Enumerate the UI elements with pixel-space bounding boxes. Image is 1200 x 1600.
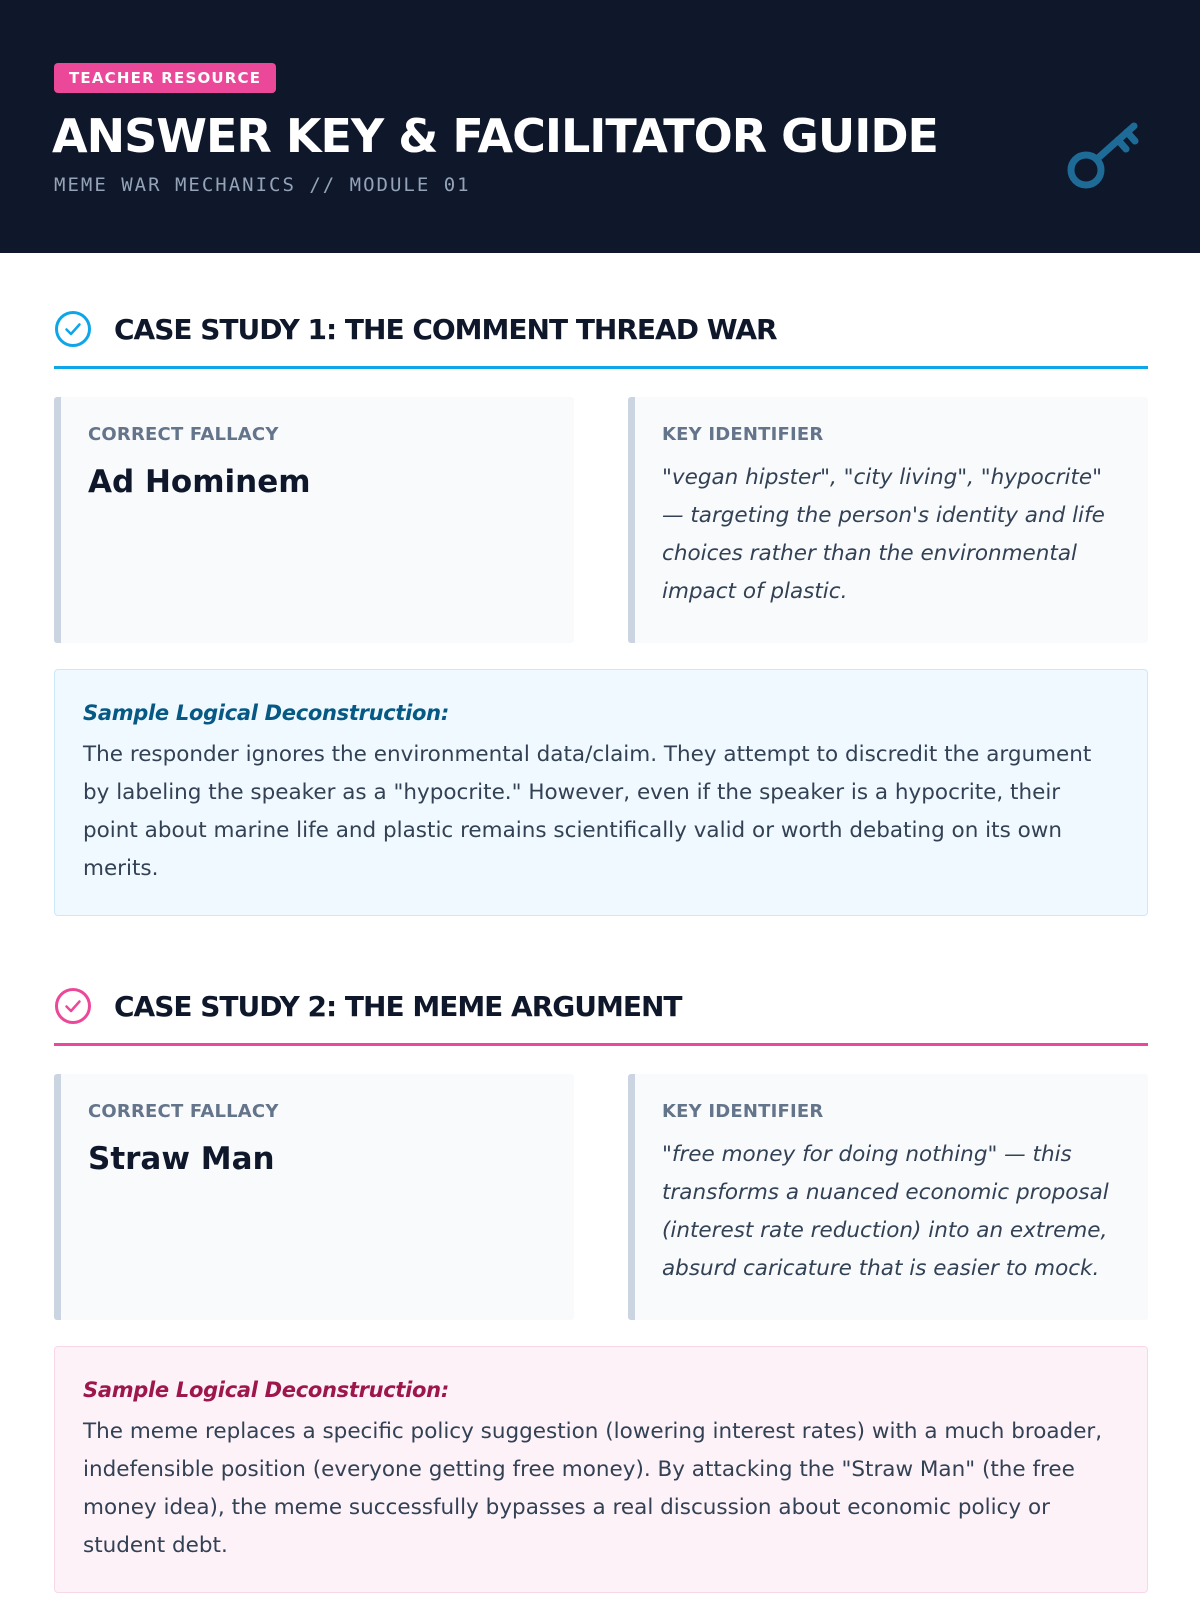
case-study-2-header — [54, 987, 1148, 1029]
case-study-2-fallacy-card — [54, 1074, 574, 1320]
key-identifier-text: "free money for doing nothing" — this transforms a nuanced economic proposal (interest rate reduction) into an extreme, absurd caricature that is easier to mock. — [662, 1142, 1109, 1281]
deconstruction-text: The meme replaces a specific policy suggestion (lowering interest rates) with a much broader, indefensible position (everyone getting free money). By attacking the "Straw Man" (the free money idea), the meme successfully bypasses a real discussion about economic policy or student debt. — [83, 1419, 1103, 1558]
case-study-2-identifier-card — [628, 1074, 1148, 1320]
key-identifier-text: "vegan hipster", "city living", "hypocrite" — targeting the person's identity and life choices rather than the environmental impact of plastic. — [662, 465, 1105, 604]
case-study-1-deconstruction — [54, 669, 1148, 916]
page-subtitle: MEME WAR MECHANICS // MODULE 01 — [54, 174, 471, 196]
check-circle-icon — [54, 310, 92, 348]
case-study-1-header — [54, 310, 1148, 352]
key-icon — [1062, 118, 1146, 202]
key-identifier-label: KEY IDENTIFIER — [662, 1101, 824, 1122]
deconstruction-text: The responder ignores the environmental data/claim. They attempt to discredit the argument by labeling the speaker as a "hypocrite." However, even if the speaker is a hypocrite, their point about marine life and plastic remains scientifically valid or worth debating on its own merits. — [83, 742, 1092, 881]
check-circle-icon — [54, 987, 92, 1025]
case-study-2-deconstruction — [54, 1346, 1148, 1593]
page-header — [0, 0, 1200, 253]
page-title: ANSWER KEY & FACILITATOR GUIDE — [52, 109, 938, 163]
case-study-2-title: CASE STUDY 2: THE MEME ARGUMENT — [114, 990, 682, 1023]
correct-fallacy-value: Straw Man — [88, 1141, 275, 1177]
key-identifier-label: KEY IDENTIFIER — [662, 424, 824, 445]
case-study-1-identifier-card — [628, 397, 1148, 643]
deconstruction-heading: Sample Logical Deconstruction: — [83, 701, 449, 725]
case-study-1-divider — [54, 366, 1148, 369]
deconstruction-heading: Sample Logical Deconstruction: — [83, 1378, 449, 1402]
case-study-1-fallacy-card — [54, 397, 574, 643]
case-study-1-title: CASE STUDY 1: THE COMMENT THREAD WAR — [114, 313, 777, 346]
case-study-2-divider — [54, 1043, 1148, 1046]
correct-fallacy-label: CORRECT FALLACY — [88, 1101, 279, 1122]
correct-fallacy-label: CORRECT FALLACY — [88, 424, 279, 445]
correct-fallacy-value: Ad Hominem — [88, 464, 311, 500]
teacher-resource-badge: TEACHER RESOURCE — [54, 63, 276, 93]
